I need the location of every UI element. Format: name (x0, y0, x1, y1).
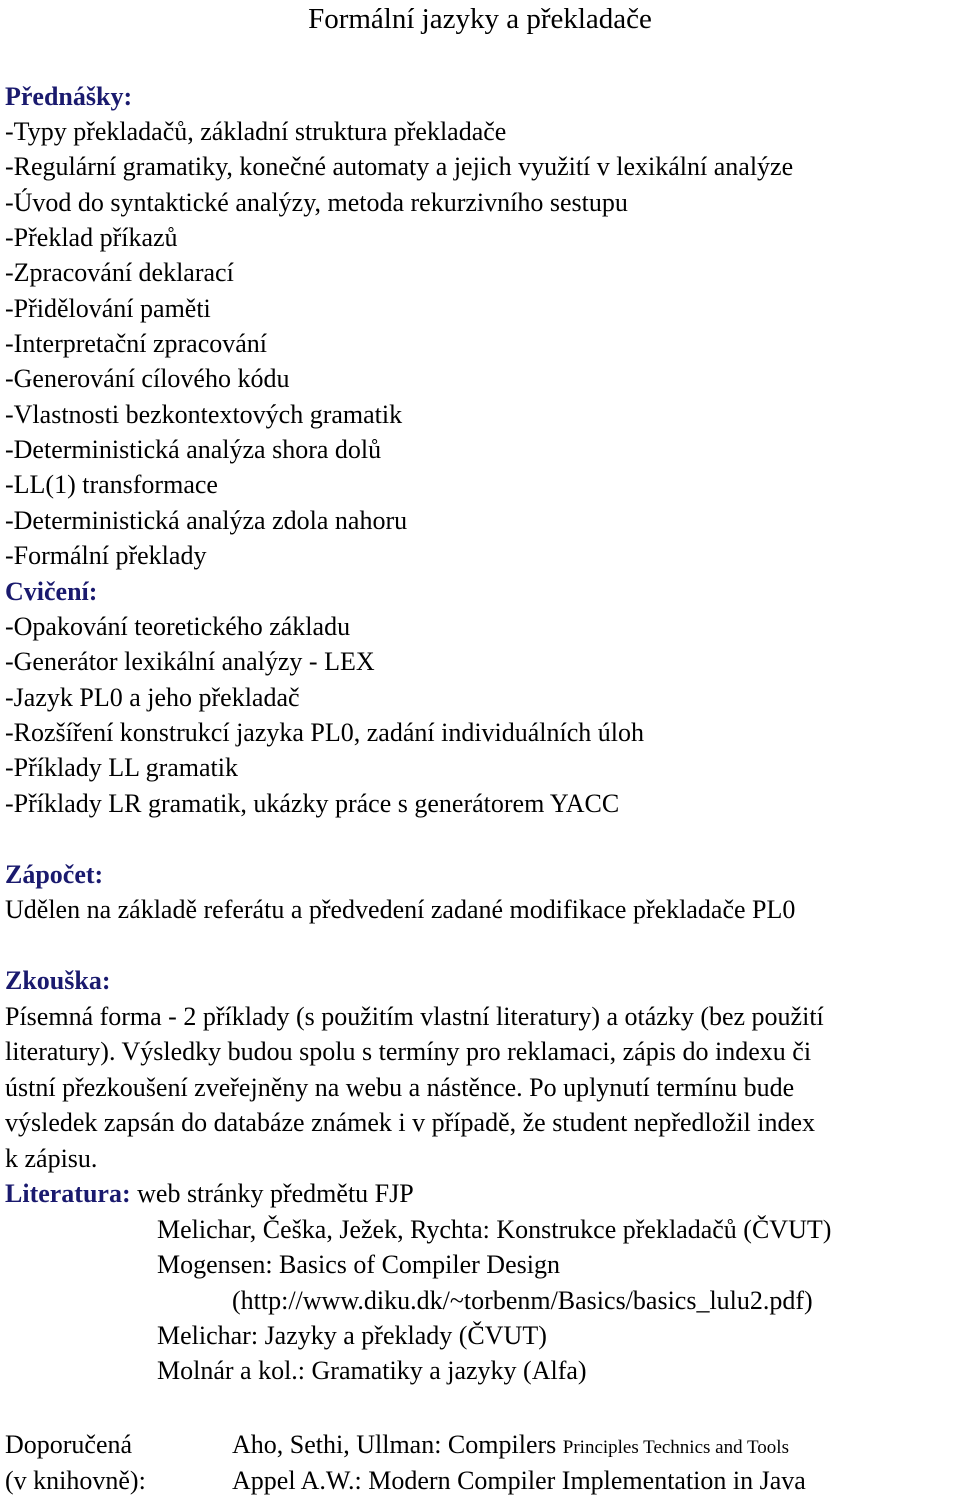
lecture-item: -Regulární gramatiky, konečné automaty a jejich využití v lexikální analýze (5, 152, 794, 181)
exam-text-line: ústní přezkoušení zveřejněny na webu a nástěnce. Po uplynutí termínu bude (5, 1073, 795, 1102)
exercise-item: -Rozšíření konstrukcí jazyka PL0, zadání individuálních úloh (5, 718, 645, 747)
exam-heading: Zkouška: (5, 966, 111, 995)
credit-heading: Zápočet: (5, 860, 104, 889)
exercises-heading: Cvičení: (5, 577, 98, 606)
literature-item: Melichar, Češka, Ježek, Rychta: Konstrukce překladačů (ČVUT) (157, 1215, 832, 1244)
exercise-item: -Jazyk PL0 a jeho překladač (5, 683, 300, 712)
lecture-item: -Deterministická analýza zdola nahoru (5, 506, 408, 535)
exam-text-line: literatury). Výsledky budou spolu s termíny pro reklamaci, zápis do indexu či (5, 1037, 812, 1066)
literature-heading: Literatura: (5, 1179, 131, 1208)
exercise-item: -Opakování teoretického základu (5, 612, 351, 641)
lecture-item: -Vlastnosti bezkontextových gramatik (5, 400, 403, 429)
exercise-item: -Příklady LL gramatik (5, 753, 238, 782)
lecture-item: -Deterministická analýza shora dolů (5, 435, 382, 464)
exam-text-line: výsledek zapsán do databáze známek i v případě, že student nepředložil index (5, 1108, 816, 1137)
lecture-item: -Úvod do syntaktické analýzy, metoda rekurzivního sestupu (5, 188, 628, 217)
lecture-item: -Interpretační zpracování (5, 329, 268, 358)
literature-url: (http://www.diku.dk/~torbenm/Basics/basics_lulu2.pdf) (232, 1286, 813, 1315)
lectures-heading: Přednášky: (5, 82, 133, 111)
page-title: Formální jazyky a překladače (308, 3, 652, 35)
recommended-label: Doporučená (5, 1430, 133, 1459)
recommended-label-sub: (v knihovně): (5, 1466, 146, 1495)
exercise-item: -Generátor lexikální analýzy - LEX (5, 647, 375, 676)
exam-text-line: Písemná forma - 2 příklady (s použitím vlastní literatury) a otázky (bez použití (5, 1002, 824, 1031)
lecture-item: -Překlad příkazů (5, 223, 178, 252)
recommended-book: Appel A.W.: Modern Compiler Implementation in Java (232, 1466, 806, 1495)
literature-first-item: web stránky předmětu FJP (137, 1179, 414, 1208)
literature-row (5, 1179, 414, 1209)
recommended-book-subtitle: Principles Technics and Tools (562, 1437, 789, 1458)
lecture-item: -Generování cílového kódu (5, 364, 290, 393)
literature-item: Melichar: Jazyky a překlady (ČVUT) (157, 1321, 547, 1350)
lecture-item: -Zpracování deklarací (5, 258, 234, 287)
lecture-item: -Přidělování paměti (5, 294, 211, 323)
recommended-book-title: Aho, Sethi, Ullman: Compilers (232, 1430, 557, 1459)
exercise-item: -Příklady LR gramatik, ukázky práce s generátorem YACC (5, 789, 620, 818)
lecture-item: -Typy překladačů, základní struktura překladače (5, 117, 507, 146)
lecture-item: -LL(1) transformace (5, 470, 218, 499)
credit-text: Udělen na základě referátu a předvedení zadané modifikace překladače PL0 (5, 895, 796, 924)
lecture-item: -Formální překlady (5, 541, 207, 570)
literature-item: Mogensen: Basics of Compiler Design (157, 1250, 560, 1279)
exam-text-line: k zápisu. (5, 1144, 98, 1173)
literature-item: Molnár a kol.: Gramatiky a jazyky (Alfa) (157, 1356, 587, 1385)
recommended-book (232, 1430, 789, 1463)
